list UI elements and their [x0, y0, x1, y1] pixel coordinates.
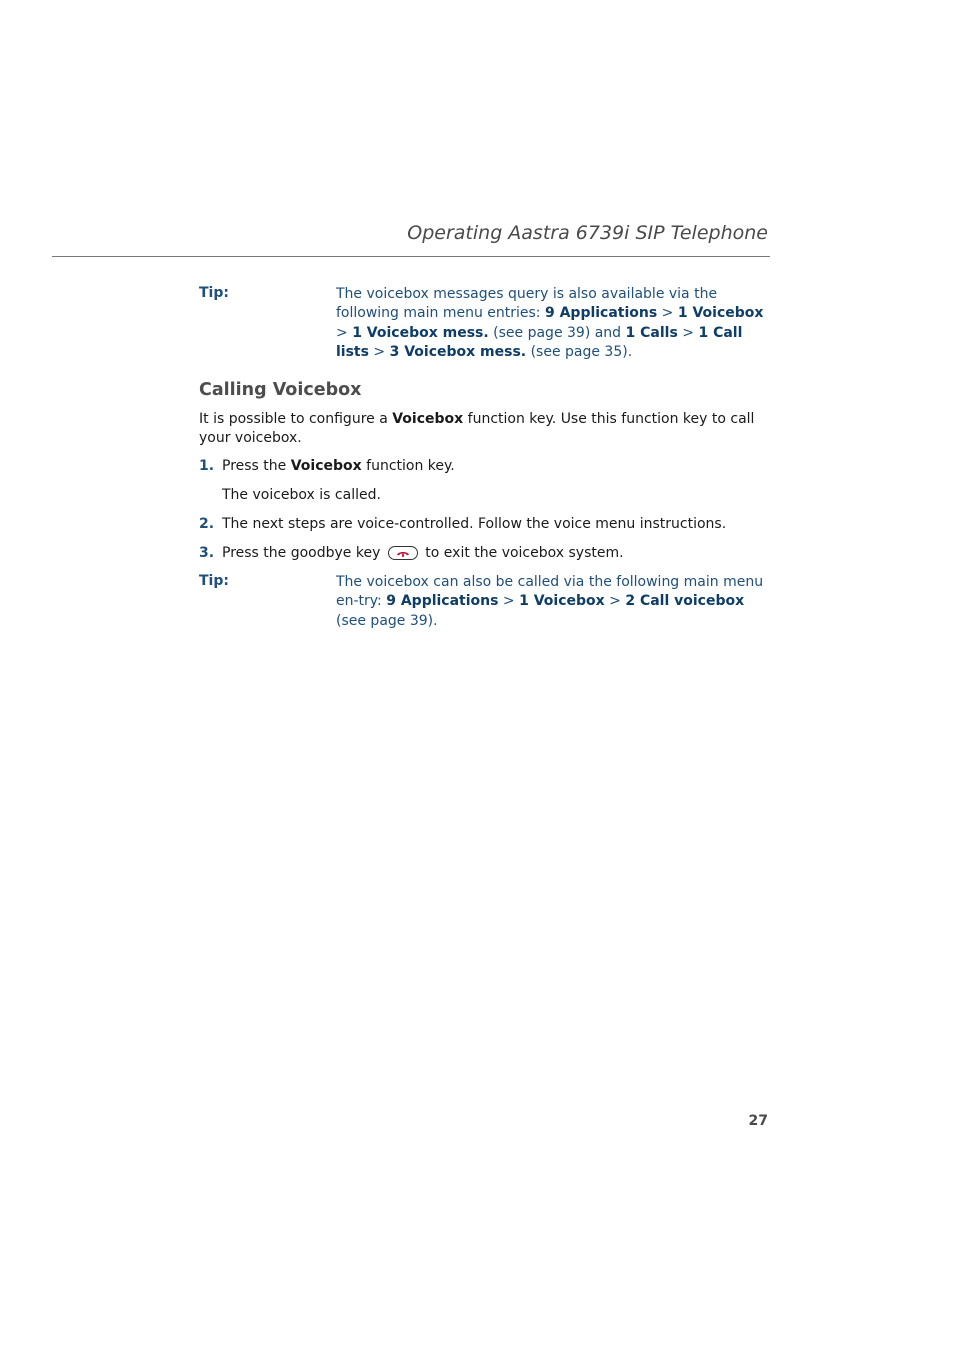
step-result: The voicebox is called.: [222, 487, 381, 503]
tip-text: The voicebox messages query is also available via the following main menu entries:: [336, 286, 718, 322]
intro-bold: Voicebox: [392, 411, 464, 427]
step-text: [222, 545, 770, 561]
tip-label: Tip:: [199, 573, 229, 589]
step-number: 3.: [199, 545, 215, 561]
menu-path-voicebox: 1 Voicebox: [519, 593, 605, 610]
menu-path-applications: 9 Applications: [386, 593, 499, 610]
tip-label: Tip:: [199, 285, 229, 301]
menu-separator: >: [498, 593, 520, 610]
menu-path-voicebox-mess-2: 3 Voicebox mess.: [389, 343, 527, 360]
tip-text: The voicebox can also be called via the following main menu en-try:: [336, 574, 764, 610]
menu-path-voicebox-mess: 1 Voicebox mess.: [352, 324, 489, 341]
step-text-part: Press the goodbye key: [222, 545, 381, 561]
tip-text: (see page 39) and: [488, 324, 626, 341]
section-title: Calling Voicebox: [199, 380, 362, 400]
menu-path-calls: 1 Calls: [625, 324, 678, 341]
page-number: 27: [748, 1113, 768, 1129]
step-text: The next steps are voice-controlled. Follow the voice menu instructions.: [222, 516, 727, 532]
goodbye-key-icon: [388, 546, 418, 560]
menu-path-call-lists: 1 Call lists: [336, 324, 743, 360]
section-intro: [199, 410, 771, 449]
menu-path-applications: 9 Applications: [544, 305, 658, 322]
intro-text: It is possible to configure a: [199, 411, 393, 427]
step-text: [222, 458, 770, 474]
step-text-part: to exit the voicebox system.: [425, 545, 624, 561]
step-bold: Voicebox: [290, 458, 362, 474]
menu-separator: >: [657, 305, 678, 322]
menu-separator: >: [677, 324, 699, 341]
menu-path-call-voicebox: 2 Call voicebox: [625, 593, 745, 610]
intro-text: function key. Use this function key to call your voicebox.: [199, 411, 755, 447]
tip-body: [336, 573, 770, 631]
menu-separator: >: [368, 343, 390, 360]
menu-separator: >: [604, 593, 626, 610]
step-text-part: function key.: [361, 458, 455, 474]
tip-text: (see page 35).: [526, 343, 633, 360]
step-number: 2.: [199, 516, 215, 532]
step-text-part: Press the: [222, 458, 291, 474]
running-header: Operating Aastra 6739i SIP Telephone: [407, 222, 768, 244]
step-number: 1.: [199, 458, 215, 474]
tip-body: [336, 285, 770, 362]
header-divider: [52, 256, 770, 257]
menu-path-voicebox: 1 Voicebox: [677, 305, 764, 322]
tip-text: (see page 39).: [336, 612, 438, 629]
menu-separator: >: [336, 324, 353, 341]
